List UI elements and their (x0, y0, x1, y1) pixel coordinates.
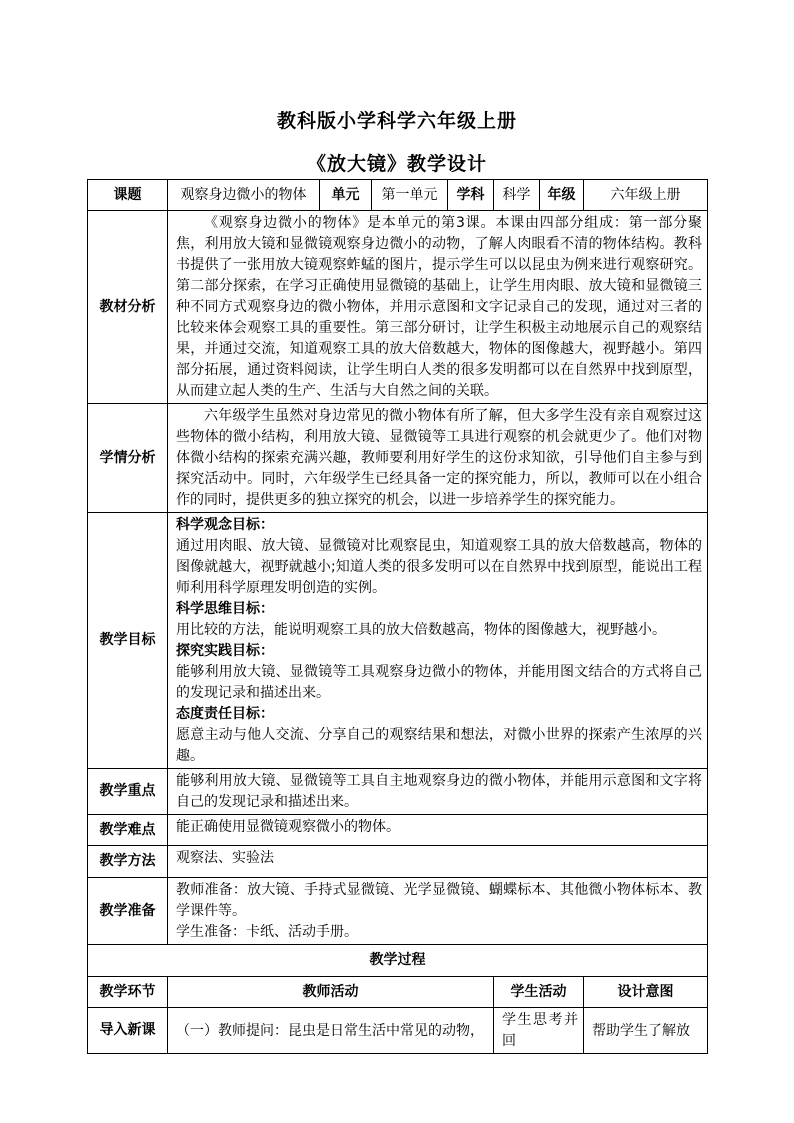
practice-goal-text: 能够利用放大镜、显微镜等工具观察身边微小的物体，并能用图文结合的方式将自己的发现记录和描述出来。 (176, 664, 702, 701)
col-student: 学生活动 (494, 977, 584, 1008)
lesson-plan-table (87, 179, 708, 1054)
row1-student: 学生思考并回 (494, 1008, 584, 1054)
topic-value: 观察身边微小的物体 (168, 180, 320, 211)
subject-value: 科学 (494, 180, 540, 211)
header-row (88, 180, 708, 211)
row1-teacher: （一）教师提问：昆虫是日常生活中常见的动物， (168, 1008, 494, 1054)
goals-label: 教学目标 (88, 513, 168, 769)
subject-label: 学科 (448, 180, 494, 211)
concept-goal-title: 科学观念目标： (176, 517, 274, 533)
process-header-row (88, 945, 708, 977)
difficulty-label: 教学难点 (88, 815, 168, 846)
student-analysis-row (88, 404, 708, 513)
unit-value: 第一单元 (372, 180, 448, 211)
process-columns-row (88, 977, 708, 1008)
material-analysis-text: 《观察身边微小的物体》是本单元的第3课。本课由四部分组成：第一部分聚焦，利用放大镜和显微镜观察身边微小的动物，了解人肉眼看不清的物体结构。教科书提供了一张用放大镜观察蚱蜢的图片，提示学生可以以昆虫为例来进行观察研究。第二部分探索，在学习正确使用显微镜的基础上，让学生用肉眼、放大镜和显微镜三种不同方式观察身边的微小物体，并用示意图和文字记录自己的发现，通过对三者的比较来体会观察工具的重要性。第三部分研讨，让学生积极主动地展示自己的观察结果，并通过交流，知道观察工具的放大倍数越大，物体的图像越大，视野越小。第四部分拓展，通过资料阅读，让学生明白人类的很多发明都可以在自然界中找到原型，从而建立起人类的生产、生活与大自然之间的关联。 (176, 215, 702, 399)
thinking-goal-text: 用比较的方法，能说明观察工具的放大倍数越高，物体的图像越大，视野越小。 (176, 622, 666, 638)
method-row (88, 846, 708, 878)
topic-label: 课题 (88, 180, 168, 211)
method-text: 观察法、实验法 (168, 846, 708, 878)
document-title: 教科版小学科学六年级上册 (276, 110, 517, 132)
goals-row (88, 513, 708, 769)
concept-goal-text: 通过用肉眼、放大镜、显微镜对比观察昆虫，知道观察工具的放大倍数越高，物体的图像就越大，视野就越小;知道人类的很多发明可以在自然界中找到原型，能说出工程师利用科学原理发明创造的实例。 (176, 538, 702, 596)
difficulty-row (88, 815, 708, 846)
practice-goal-title: 探究实践目标： (176, 643, 274, 659)
lesson-title: 《放大镜》教学设计 (306, 153, 487, 175)
student-preparation-text: 学生准备：卡纸、活动手册。 (176, 924, 358, 940)
attitude-goal-text: 愿意主动与他人交流、分享自己的观察结果和想法，对微小世界的探索产生浓厚的兴趣。 (176, 727, 702, 764)
material-analysis-label: 教材分析 (88, 211, 168, 404)
material-analysis-row (88, 211, 708, 404)
col-intent: 设计意图 (584, 977, 708, 1008)
key-point-label: 教学重点 (88, 769, 168, 815)
preparation-row (88, 878, 708, 945)
student-analysis-label: 学情分析 (88, 404, 168, 513)
process-header: 教学过程 (88, 945, 708, 977)
student-analysis-text: 六年级学生虽然对身边常见的微小物体有所了解，但大多学生没有亲自观察过这些物体的微小结构，利用放大镜、显微镜等工具进行观察的机会就更少了。他们对物体微小结构的探索充满兴趣，教师要利用好学生的这份求知欲，引导他们自主参与到探究活动中。同时，六年级学生已经具备一定的探究能力，所以，教师可以在小组合作的同时，提供更多的独立探究的机会，以进一步培养学生的探究能力。 (176, 408, 702, 508)
thinking-goal-title: 科学思维目标： (176, 601, 274, 617)
grade-label: 年级 (540, 180, 584, 211)
process-row (88, 1008, 708, 1054)
grade-value: 六年级上册 (584, 180, 708, 211)
method-label: 教学方法 (88, 846, 168, 878)
row1-stage: 导入新课 (88, 1008, 168, 1054)
teacher-preparation-text: 教师准备：放大镜、手持式显微镜、光学显微镜、蝴蝶标本、其他微小物体标本、教学课件等。 (176, 882, 702, 919)
key-point-text: 能够利用放大镜、显微镜等工具自主地观察身边的微小物体，并能用示意图和文字将自己的发现记录和描述出来。 (168, 769, 708, 815)
col-stage: 教学环节 (88, 977, 168, 1008)
key-point-row (88, 769, 708, 815)
difficulty-text: 能正确使用显微镜观察微小的物体。 (168, 815, 708, 846)
preparation-label: 教学准备 (88, 878, 168, 945)
unit-label: 单元 (320, 180, 372, 211)
col-teacher: 教师活动 (168, 977, 494, 1008)
row1-intent: 帮助学生了解放 (584, 1008, 708, 1054)
attitude-goal-title: 态度责任目标： (176, 706, 274, 722)
